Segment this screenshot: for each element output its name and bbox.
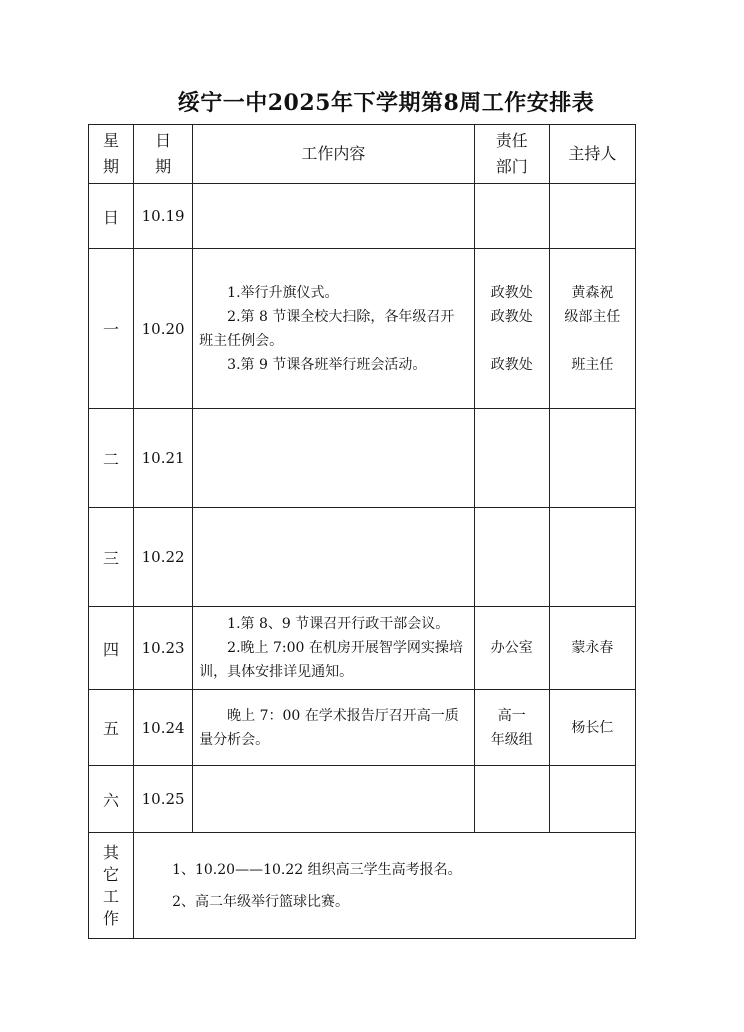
weekday-cell: 二	[89, 409, 134, 508]
host-cell	[549, 766, 635, 833]
host-cell	[549, 690, 635, 766]
work-content-cell	[193, 508, 475, 607]
weekday-cell: 一	[89, 249, 134, 409]
dept-line: 政教处	[490, 308, 533, 325]
other-work-item: 2、高二年级举行篮球比赛。	[172, 893, 349, 910]
host-cell	[549, 184, 635, 249]
other-label-char: 其	[103, 842, 120, 862]
work-content-cell	[193, 766, 475, 833]
dept-cell	[474, 409, 549, 508]
header-host: 主持人	[549, 125, 635, 184]
day-row	[89, 184, 636, 249]
dept-line: 年级组	[490, 731, 533, 748]
dept-cell	[474, 249, 549, 409]
date-cell: 10.22	[134, 508, 193, 607]
dept-cell	[474, 607, 549, 690]
other-label-char: 它	[103, 864, 120, 884]
work-content-cell	[193, 690, 475, 766]
work-content-cell	[193, 409, 475, 508]
weekday-cell: 四	[89, 607, 134, 690]
date-cell: 10.23	[134, 607, 193, 690]
dept-cell	[474, 766, 549, 833]
work-content-cell	[193, 249, 475, 409]
dept-line: 办公室	[490, 640, 533, 656]
dept-line: 政教处	[490, 356, 533, 373]
page-title: 绥宁一中2025年下学期第8周工作安排表	[177, 90, 595, 116]
weekday-cell: 五	[89, 690, 134, 766]
dept-cell	[474, 690, 549, 766]
work-item: 3.第 9 节课各班举行班会活动。	[227, 356, 427, 373]
other-label-char: 作	[103, 908, 120, 928]
day-row	[89, 607, 636, 690]
work-item: 1.第 8、9 节课召开行政干部会议。	[227, 616, 450, 632]
host-line: 杨长仁	[571, 719, 614, 736]
date-cell: 10.19	[134, 184, 193, 249]
host-line	[550, 329, 635, 353]
dept-cell	[474, 508, 549, 607]
host-line: 班主任	[571, 356, 614, 373]
host-cell	[549, 607, 635, 690]
day-row	[89, 508, 636, 607]
weekday-cell: 三	[89, 508, 134, 607]
other-work-row	[89, 833, 636, 939]
header-weekday: 星 期	[89, 125, 134, 184]
day-row	[89, 249, 636, 409]
work-item: 2.晚上 7:00 在机房开展智学网实操培训，具体安排详见通知。	[199, 640, 463, 680]
host-cell	[549, 508, 635, 607]
dept-cell	[474, 184, 549, 249]
day-row	[89, 409, 636, 508]
dept-line: 政教处	[490, 284, 533, 301]
weekday-cell: 日	[89, 184, 134, 249]
host-line: 级部主任	[564, 308, 621, 325]
dept-line	[475, 329, 549, 353]
work-content-cell	[193, 607, 475, 690]
weekday-cell: 六	[89, 766, 134, 833]
other-work-item: 1、10.20——10.22 组织高三学生高考报名。	[172, 861, 462, 878]
header-date: 日 期	[134, 125, 193, 184]
host-line: 黄森祝	[571, 284, 614, 301]
header-content: 工作内容	[193, 125, 475, 184]
work-item: 1.举行升旗仪式。	[227, 284, 339, 301]
work-item: 晚上 7：00 在学术报告厅召开高一质量分析会。	[199, 707, 459, 748]
work-item: 2.第 8 节课全校大扫除，各年级召开班主任例会。	[199, 308, 455, 349]
host-cell	[549, 249, 635, 409]
dept-line: 高一	[497, 707, 526, 724]
other-work-label	[89, 833, 134, 939]
day-row	[89, 766, 636, 833]
host-cell	[549, 409, 635, 508]
schedule-table	[88, 124, 636, 939]
other-label-char: 工	[103, 886, 120, 906]
host-line: 蒙永春	[571, 640, 614, 656]
date-cell: 10.24	[134, 690, 193, 766]
date-cell: 10.20	[134, 249, 193, 409]
header-row	[89, 125, 636, 184]
date-cell: 10.25	[134, 766, 193, 833]
date-cell: 10.21	[134, 409, 193, 508]
day-row	[89, 690, 636, 766]
other-work-content	[134, 833, 636, 939]
header-dept: 责任 部门	[474, 125, 549, 184]
work-content-cell	[193, 184, 475, 249]
